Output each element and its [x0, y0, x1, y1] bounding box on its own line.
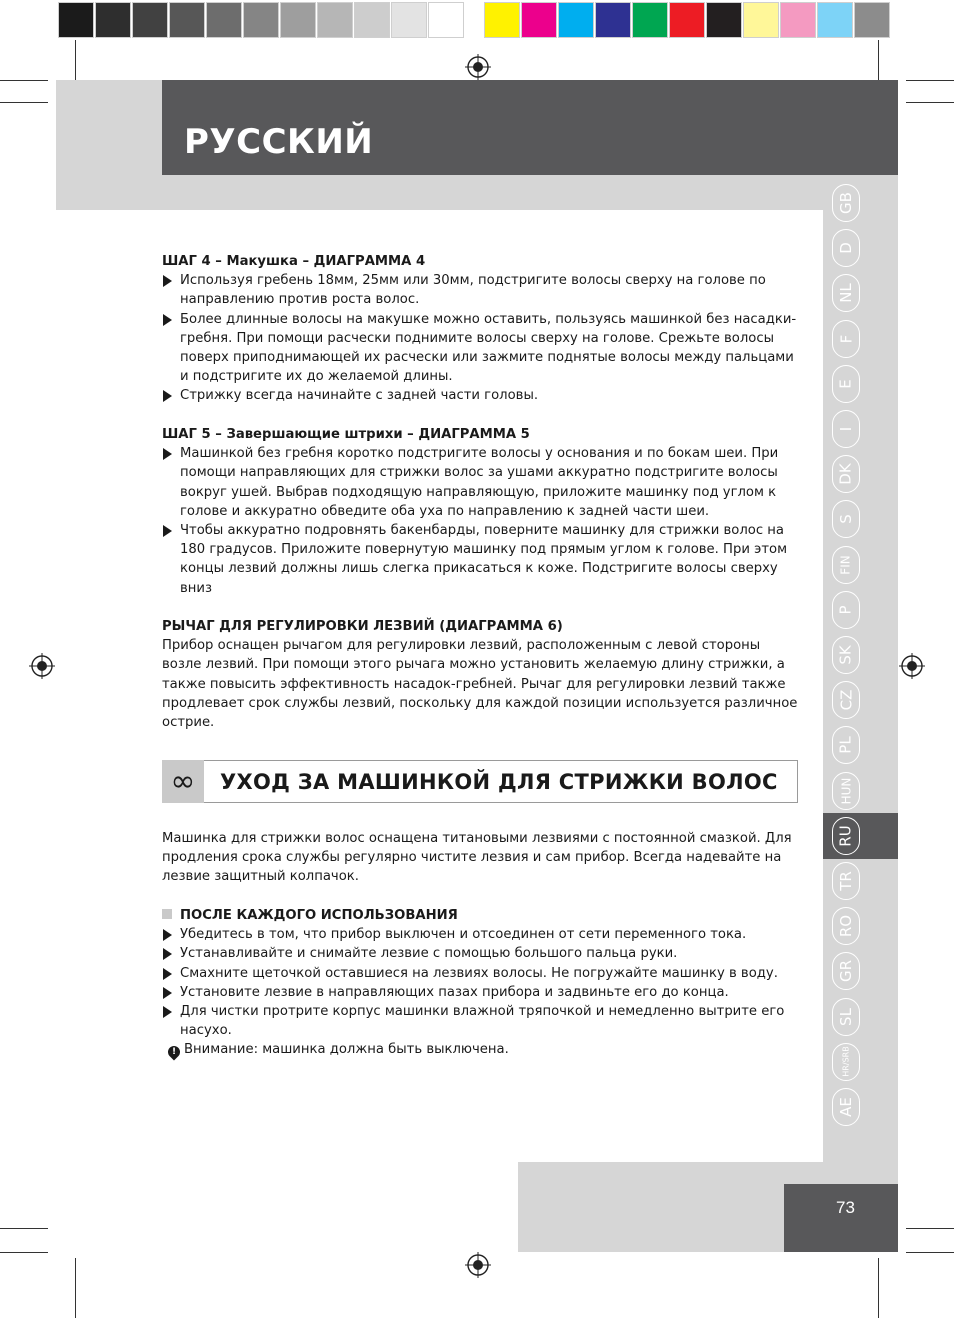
color-swatch: [280, 2, 316, 38]
lever-section: [162, 617, 802, 732]
list-item: Для чистки протрите корпус машинки влажной тряпочкой и немедленно вытрите его насухо.: [162, 1002, 802, 1040]
tab-ru[interactable]: [831, 816, 861, 856]
tab-p[interactable]: [831, 590, 861, 630]
tab-ring: [832, 862, 860, 900]
tab-label: RU: [837, 825, 855, 847]
care-title: УХОД ЗА МАШИНКОЙ ДЛЯ СТРИЖКИ ВОЛОС: [220, 770, 778, 794]
color-swatch: [632, 2, 668, 38]
tab-label: DK: [836, 463, 855, 485]
tab-label: E: [836, 379, 855, 389]
crop-mark: [0, 80, 48, 81]
color-swatch: [428, 2, 464, 38]
tab-ring: [832, 546, 860, 584]
tab-e[interactable]: [831, 364, 861, 404]
page-number: 73: [836, 1198, 855, 1217]
color-swatch: [484, 2, 520, 38]
color-swatch: [391, 2, 427, 38]
warning-text: Внимание: машинка должна быть выключена.: [184, 1042, 509, 1058]
after-use-section: [162, 906, 802, 1060]
tab-label: PL: [837, 736, 855, 755]
tab-pl[interactable]: [831, 725, 861, 765]
tab-ring: [832, 952, 860, 990]
tab-s[interactable]: [831, 499, 861, 539]
warning-icon: !: [166, 1044, 183, 1061]
tab-label: F: [836, 334, 855, 343]
tab-ro[interactable]: [831, 906, 861, 946]
tab-label: HUN: [839, 777, 854, 804]
tab-label: I: [837, 426, 855, 432]
tab-f[interactable]: [831, 319, 861, 359]
tab-label: HR/SRB: [841, 1046, 851, 1077]
tab-cz[interactable]: [831, 680, 861, 720]
color-swatch: [595, 2, 631, 38]
tab-ring: [832, 726, 860, 764]
color-swatch: [317, 2, 353, 38]
tab-ring: [832, 817, 860, 855]
color-swatch: [669, 2, 705, 38]
tab-dk[interactable]: [831, 454, 861, 494]
tab-ring: [832, 636, 860, 674]
tab-ring: [832, 772, 860, 810]
tab-ring: [832, 365, 860, 403]
lever-text: Прибор оснащен рычагом для регулировки лезвий, расположенным с левой стороны возле лезвий. При помощи этого рычага можно установить желаемую длину стрижки, а также повысить эффективность насадок-гребней. Рычаг для регулировки лезвий также продлевает срок службы лезвий, поскольку для каждой позиции используется различное острие.: [162, 638, 798, 731]
tab-nl[interactable]: [831, 273, 861, 313]
step4-section: [162, 252, 802, 406]
crop-mark: [0, 1252, 48, 1253]
step4-heading: ШАГ 4 – Макушка – ДИАГРАММА 4: [162, 254, 426, 269]
infinity-icon: ∞: [162, 760, 204, 803]
warning-line: [162, 1040, 802, 1059]
tab-gr[interactable]: [831, 951, 861, 991]
lever-heading: РЫЧАГ ДЛЯ РЕГУЛИРОВКИ ЛЕЗВИЙ (ДИАГРАММА 6): [162, 619, 563, 634]
tab-ring: [832, 455, 860, 493]
color-swatch: [743, 2, 779, 38]
tab-ring: [832, 1088, 860, 1126]
crop-mark: [906, 102, 954, 103]
page-title: РУССКИЙ: [184, 122, 374, 162]
list-item: Убедитесь в том, что прибор выключен и отсоединен от сети переменного тока.: [162, 925, 802, 944]
tab-ring: [832, 998, 860, 1036]
crop-mark: [906, 1252, 954, 1253]
tab-i[interactable]: [831, 409, 861, 449]
crop-mark: [0, 1228, 48, 1229]
language-tabs: [823, 175, 898, 1163]
list-item: Смахните щеточкой оставшиеся на лезвиях волосы. Не погружайте машинку в воду.: [162, 964, 802, 983]
tab-ring: [832, 681, 860, 719]
gray-swatch-bar: [58, 0, 465, 40]
tab-ring: [832, 907, 860, 945]
tab-tr[interactable]: [831, 861, 861, 901]
care-intro: [162, 829, 802, 887]
color-swatch: [132, 2, 168, 38]
after-use-heading: [162, 906, 802, 925]
tab-sl[interactable]: [831, 997, 861, 1037]
tab-ring: [832, 229, 860, 267]
color-swatch: [854, 2, 890, 38]
color-swatch: [817, 2, 853, 38]
color-swatch: [706, 2, 742, 38]
list-item: Чтобы аккуратно подровнять бакенбарды, поверните машинку для стрижки волос на 180 градусов. Приложите повернутую машинку под прямым углом к голове. При этом концы лезвий должны лишь слегка прикасаться к коже. Подстригите волосы сверху вниз: [162, 521, 802, 598]
tab-ring: [832, 500, 860, 538]
color-swatch: [558, 2, 594, 38]
tab-hr-srb[interactable]: [831, 1042, 861, 1082]
registration-mark-icon: [465, 54, 491, 80]
list-item: Используя гребень 18мм, 25мм или 30мм, подстригите волосы сверху на голове по направлению против роста волос.: [162, 271, 802, 309]
tab-sk[interactable]: [831, 635, 861, 675]
tab-fin[interactable]: [831, 545, 861, 585]
after-use-heading-text: ПОСЛЕ КАЖДОГО ИСПОЛЬЗОВАНИЯ: [180, 908, 458, 923]
color-swatch: [95, 2, 131, 38]
tab-label: SK: [836, 645, 855, 665]
list-item: Устанавливайте и снимайте лезвие с помощью большого пальца руки.: [162, 944, 802, 963]
color-swatch: [354, 2, 390, 38]
color-swatch: [58, 2, 94, 38]
registration-mark-icon: [899, 653, 925, 679]
tab-gb[interactable]: [831, 183, 861, 223]
square-bullet-icon: [162, 909, 172, 919]
tab-label: TR: [837, 871, 855, 891]
tab-label: SL: [836, 1007, 855, 1026]
color-swatch-bar: [484, 0, 891, 40]
step5-section: [162, 425, 802, 598]
tab-label: CZ: [837, 689, 855, 711]
tab-label: S: [837, 514, 855, 525]
crop-mark: [906, 80, 954, 81]
tab-label: GB: [836, 192, 855, 214]
color-swatch: [243, 2, 279, 38]
page-number-box: [784, 1184, 898, 1252]
tab-ring: [832, 591, 860, 629]
tab-ring: [832, 184, 860, 222]
tab-ring: [832, 320, 860, 358]
tab-label: FIN: [838, 554, 853, 575]
registration-mark-icon: [29, 653, 55, 679]
color-swatch: [169, 2, 205, 38]
color-swatch: [780, 2, 816, 38]
tab-label: NL: [836, 283, 855, 304]
crop-mark: [75, 1258, 76, 1318]
tab-ring: [832, 1043, 860, 1081]
tab-hun[interactable]: [831, 771, 861, 811]
tab-ring: [832, 410, 860, 448]
list-item: Более длинные волосы на макушке можно оставить, пользуясь машинкой без насадки-гребня. При помощи расчески поднимите волосы сверху на голове. Срежьте волосы поверх приподнимающей их расчески или зажмите поднятые волосы между пальцами и подстригите их до желаемой длины.: [162, 310, 802, 387]
registration-mark-icon: [465, 1252, 491, 1278]
tab-ring: [832, 274, 860, 312]
step5-heading: ШАГ 5 – Завершающие штрихи – ДИАГРАММА 5: [162, 427, 530, 442]
list-item: Установите лезвие в направляющих пазах прибора и задвиньте его до конца.: [162, 983, 802, 1002]
tab-d[interactable]: [831, 228, 861, 268]
list-item: Стрижку всегда начинайте с задней части головы.: [162, 386, 802, 405]
tab-label: GR: [836, 960, 855, 983]
crop-mark: [0, 102, 48, 103]
tab-label: AE: [837, 1097, 855, 1117]
list-item: Машинкой без гребня коротко подстригите волосы у основания и по бокам шеи. При помощи направляющих для стрижки волос за ушами аккуратно подстригите волосы вокруг ушей. Выбрав подходящую направляющую, приложите машинку под углом к голове и аккуратно обведите оба уха по направлению к задней части шеи.: [162, 444, 802, 521]
care-intro-text: Машинка для стрижки волос оснащена титановыми лезвиями с постоянной смазкой. Для продления срока службы регулярно чистите лезвия и сам прибор. Всегда надевайте на лезвие защитный колпачок.: [162, 831, 792, 885]
crop-mark: [878, 1258, 879, 1318]
color-swatch: [521, 2, 557, 38]
tab-ae[interactable]: [831, 1087, 861, 1127]
crop-mark: [906, 1228, 954, 1229]
tab-label: D: [837, 242, 855, 254]
color-swatch: [206, 2, 242, 38]
tab-label: RO: [836, 915, 855, 938]
tab-label: P: [836, 605, 855, 615]
